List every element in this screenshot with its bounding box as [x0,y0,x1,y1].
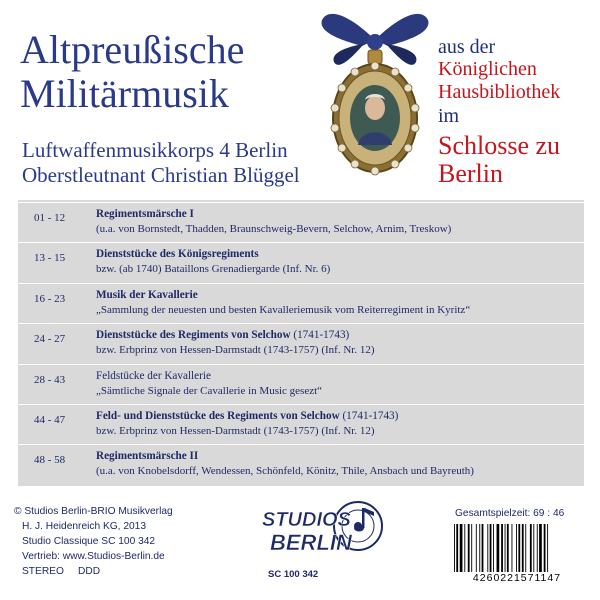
track-row [18,283,584,320]
track-description: bzw. Erbprinz von Hessen-Darmstadt (1743-1757) (Inf. Nr. 12) [96,344,375,356]
track-number: 13 - 15 [34,252,66,264]
track-description: „Sämtliche Signale der Cavallerie in Music gesezt“ [96,385,323,397]
source-line-4: im [438,105,460,127]
source-line-3: Hausbibliothek [438,81,561,103]
track-number: 44 - 47 [34,414,66,426]
track-title: Feldstücke der Kavallerie [96,370,211,382]
track-row [18,364,584,401]
track-list [18,200,584,486]
barcode-icon [452,524,582,572]
conductor: Oberstleutnant Christian Blüggel [22,163,300,187]
publisher: H. J. Heidenreich KG, 2013 [22,521,147,532]
catalog-line: Studio Classique SC 100 342 [22,536,156,547]
studios-berlin-logo [256,500,386,570]
track-title: Feld- und Dienststücke des Regiments von Selchow (1741-1743) [96,410,399,422]
track-description: „Sammlung der neuesten und besten Kavalleriemusik vom Reiterregiment in Kyritz“ [96,304,471,316]
source-line-6: Berlin [438,159,503,188]
track-number: 48 - 58 [34,454,66,466]
track-description: (u.a. von Bornstedt, Thadden, Braunschweig-Bevern, Selchow, Arnim, Treskow) [96,223,452,235]
track-title: Dienststücke des Regiments von Selchow (1741-1743) [96,329,350,341]
track-title: Regimentsmärsche II [96,450,199,462]
total-playtime: Gesamtspielzeit: 69 : 46 [455,508,565,519]
track-number: 28 - 43 [34,374,66,386]
ddd-label: DDD [78,566,101,577]
track-number: 24 - 27 [34,333,66,345]
track-row [18,444,584,481]
source-line-1: aus der [438,36,496,58]
track-row [18,323,584,360]
barcode-digits: 4260221571147 [472,572,562,584]
logo-line-2: BERLIN [270,530,352,555]
logo-line-1: STUDIOS [262,509,351,531]
track-title: Musik der Kavallerie [96,289,198,301]
stereo-label: STEREO [22,566,64,577]
track-number: 01 - 12 [34,212,66,224]
track-row [18,242,584,279]
track-row [18,404,584,441]
catalog-number: SC 100 342 [268,569,319,580]
album-title-line-2: Militärmusik [20,71,229,116]
source-line-5: Schlosse zu [438,131,561,160]
order-medal-portrait-icon [300,0,450,180]
distribution-link: Vertrieb: www.Studios-Berlin.de [22,551,165,562]
track-title: Dienststücke des Königsregiments [96,248,259,260]
copyright: © Studios Berlin-BRIO Musikverlag [14,506,173,517]
track-title: Regimentsmärsche I [96,208,194,220]
performer: Luftwaffenmusikkorps 4 Berlin [22,138,288,162]
track-description: (u.a. von Knobelsdorff, Wendessen, Schönfeld, Könitz, Thile, Ansbach und Bayreuth) [96,465,474,477]
track-description: bzw. (ab 1740) Bataillons Grenadiergarde (Inf. Nr. 6) [96,263,331,275]
track-number: 16 - 23 [34,293,66,305]
track-row [18,202,584,239]
album-title-line-1: Altpreußische [20,27,245,72]
source-line-2: Königlichen [438,58,537,80]
track-description: bzw. Erbprinz von Hessen-Darmstadt (1743-1757) (Inf. Nr. 12) [96,425,375,437]
